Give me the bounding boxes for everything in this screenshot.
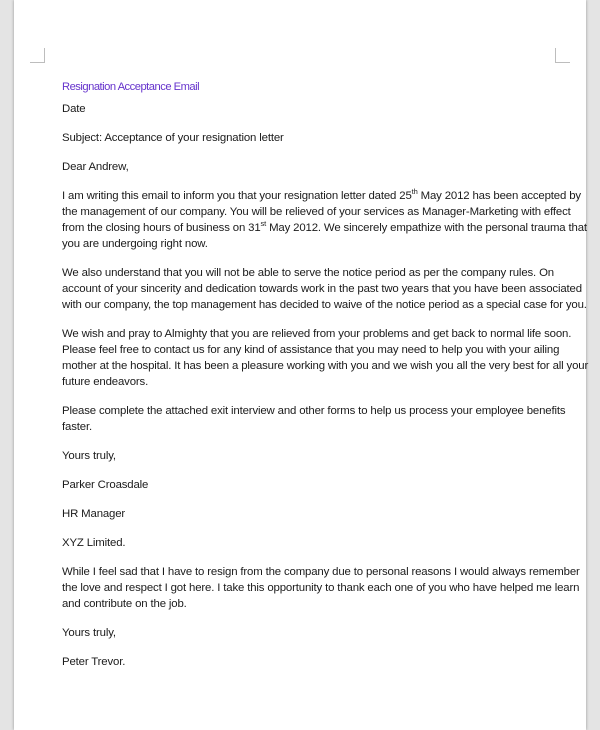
paragraph-acceptance: [62, 187, 587, 252]
ordinal-suffix: th: [411, 187, 418, 197]
signer-company: XYZ Limited.: [62, 537, 126, 549]
paragraph-line: faster.: [62, 421, 92, 433]
closing: Yours truly,: [62, 627, 116, 639]
paragraph-line: account of your sincerity and dedication towards work in the past two years that you have been associated: [62, 283, 582, 295]
text-run: May 2012. We sincerely empathize with the personal trauma that: [266, 222, 587, 234]
paragraph-notice-period: [62, 265, 587, 313]
paragraph-forms: [62, 403, 566, 435]
signer-title: HR Manager: [62, 508, 126, 520]
text-run: I am writing this email to inform you that your resignation letter dated 25: [62, 190, 412, 202]
paragraph-line: [62, 187, 581, 204]
paragraph-line: While I feel sad that I have to resign from the company due to personal reasons I would always remember: [62, 566, 580, 578]
paragraph-line: Please feel free to contact us for any kind of assistance that you may need to help you with your ailing: [62, 344, 560, 356]
letter-body: [62, 79, 589, 683]
date-line: Date: [62, 103, 86, 115]
paragraph-line: [62, 219, 587, 236]
paragraph-line: and contribute on the job.: [62, 598, 187, 610]
paragraph-line: future endeavors.: [62, 376, 149, 388]
salutation: Dear Andrew,: [62, 161, 129, 173]
paragraph-reply: [62, 564, 580, 612]
paragraph-line: mother at the hospital. It has been a pleasure working with you and we wish you all the very best for all your: [62, 360, 589, 372]
paragraph-line: We wish and pray to Almighty that you are relieved from your problems and get back to normal life soon.: [62, 328, 572, 340]
margin-corner-mark: [555, 48, 570, 63]
reply-signer-name: Peter Trevor.: [62, 656, 126, 668]
margin-corner-mark: [30, 48, 45, 63]
closing: Yours truly,: [62, 450, 116, 462]
paragraph-line: with our company, the top management has decided to waive of the notice period as a special case for you.: [62, 299, 587, 311]
text-run: May 2012 has been accepted by: [417, 190, 581, 202]
paragraph-line: you are undergoing right now.: [62, 238, 208, 250]
signer-name: Parker Croasdale: [62, 479, 149, 491]
paragraph-line: Please complete the attached exit interview and other forms to help us process your employee benefits: [62, 405, 566, 417]
paragraph-line: the love and respect I got here. I take this opportunity to thank each one of you who have helped me learn: [62, 582, 580, 594]
document-heading: Resignation Acceptance Email: [62, 81, 200, 93]
ordinal-suffix: st: [260, 219, 267, 229]
paragraph-line: the management of our company. You will be relieved of your services as Manager-Marketing with effect: [62, 206, 571, 218]
text-run: from the closing hours of business on 31: [62, 222, 261, 234]
paragraph-line: We also understand that you will not be able to serve the notice period as per the company rules. On: [62, 267, 554, 279]
paragraph-wishes: [62, 326, 589, 390]
subject-line: Subject: Acceptance of your resignation letter: [62, 132, 284, 144]
